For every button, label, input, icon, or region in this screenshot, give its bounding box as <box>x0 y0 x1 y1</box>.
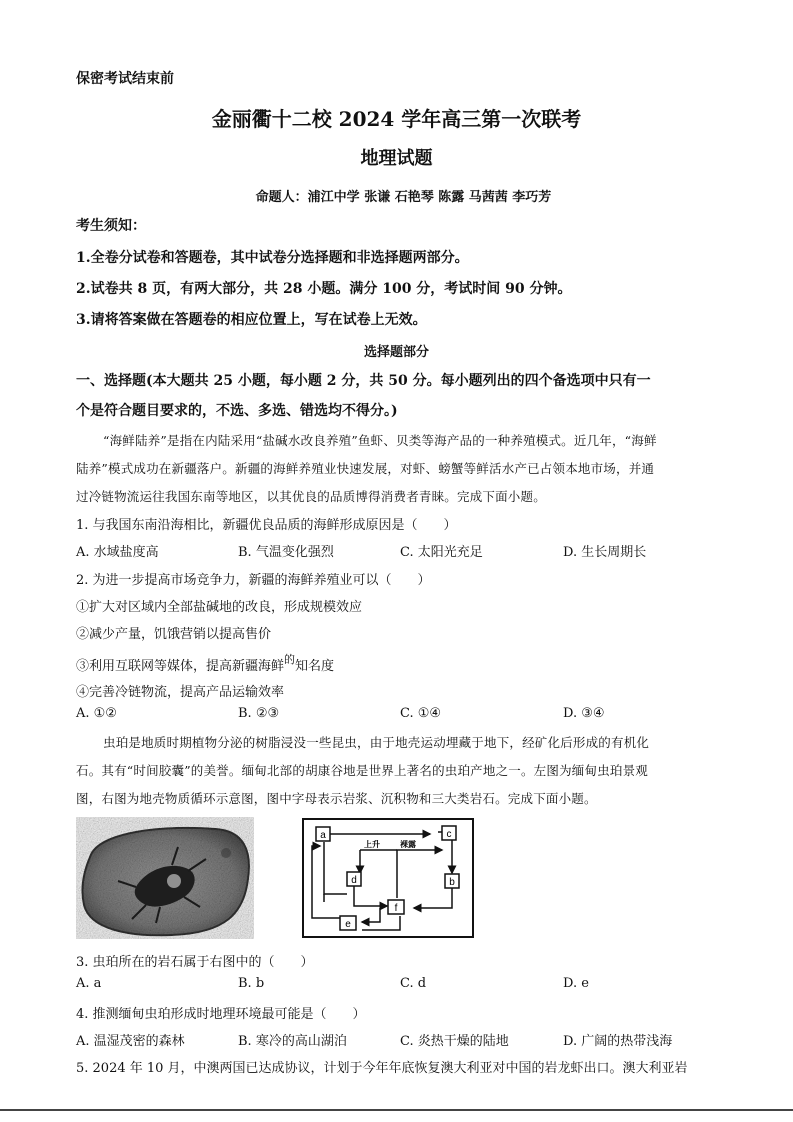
option-c: C. 太阳光充足 <box>400 545 483 560</box>
passage-line: 图，右图为地壳物质循环示意图，图中字母表示岩浆、沉积物和三大类岩石。完成下面小题。 <box>76 791 597 806</box>
rock-cycle-diagram <box>302 818 474 938</box>
statement-item: ②减少产量，饥饿营销以提高售价 <box>76 627 272 642</box>
authors-line: 命题人：浦江中学 张谦 石艳琴 陈露 马茜茜 李巧芳 <box>255 190 552 205</box>
exam-title: 金丽衢十二校 2024 学年高三第一次联考 <box>211 107 582 131</box>
passage-line: “海鲜陆养”是指在内陆采用“盐碱水改良养殖”鱼虾、贝类等海产品的一种养殖模式。近几年，“海鲜 <box>103 433 657 448</box>
question-stem: 3. 虫珀所在的岩石属于右图中的（ ） <box>76 955 314 970</box>
option-a: A. ①② <box>76 706 117 721</box>
statement-tail: 知名度 <box>295 659 335 674</box>
node-label: f <box>394 903 398 914</box>
option-b: B. ②③ <box>238 706 280 721</box>
option-c: C. 炎热干燥的陆地 <box>400 1034 509 1049</box>
node-label: a <box>320 830 326 841</box>
option-d: D. ③④ <box>563 706 605 721</box>
option-d: D. e <box>563 976 589 991</box>
passage-line: 虫珀是地质时期植物分泌的树脂浸没一些昆虫，由于地壳运动埋藏于地下，经矿化后形成的有机化 <box>103 735 650 750</box>
statement-item: ①扩大对区域内全部盐碱地的改良，形成规模效应 <box>76 600 363 615</box>
option-a: A. a <box>76 976 102 991</box>
statement-text: ③利用互联网等媒体，提高新疆海鲜 <box>76 659 285 674</box>
statement-superscript: 的 <box>284 653 296 666</box>
option-a: A. 温湿茂密的森林 <box>76 1034 185 1049</box>
label-exposed: 裸露 <box>400 840 416 849</box>
section1-instructions: 一、选择题(本大题共 25 小题，每小题 2 分，共 50 分。每小题列出的四个备选项中只有一 <box>76 373 651 389</box>
option-b: B. 寒冷的高山湖泊 <box>238 1034 347 1049</box>
confidential-label: 保密考试结束前 <box>76 71 174 87</box>
option-b: B. b <box>238 976 265 991</box>
question-stem: 1. 与我国东南沿海相比，新疆优良品质的海鲜形成原因是（ ） <box>76 518 457 533</box>
option-d: D. 生长周期长 <box>563 545 647 560</box>
question-stem: 2. 为进一步提高市场竞争力，新疆的海鲜养殖业可以（ ） <box>76 573 431 588</box>
node-label: e <box>345 919 351 930</box>
node-label: c <box>446 829 452 840</box>
statement-item <box>76 655 334 674</box>
option-c: C. ①④ <box>400 706 442 721</box>
passage-line: 过冷链物流运往我国东南等地区，以其优良的品质博得消费者青睐。完成下面小题。 <box>76 489 546 504</box>
option-d: D. 广阔的热带浅海 <box>563 1034 673 1049</box>
notice-item: 3.请将答案做在答题卷的相应位置上，写在试卷上无效。 <box>76 312 427 328</box>
option-a: A. 水域盐度高 <box>76 545 159 560</box>
question-stem: 5. 2024 年 10 月，中澳两国已达成协议，计划于今年年底恢复澳大利亚对中国的岩龙虾出口。澳大利亚岩 <box>76 1061 688 1076</box>
notice-heading: 考生须知： <box>76 218 146 234</box>
label-uplift: 上升 <box>364 840 380 849</box>
section-title: 选择题部分 <box>363 345 429 360</box>
question-stem: 4. 推测缅甸虫珀形成时地理环境最可能是（ ） <box>76 1007 366 1022</box>
passage-line: 陆养”模式成功在新疆落户。新疆的海鲜养殖业快速发展，对虾、螃蟹等鲜活水产已占领本地市场，并通 <box>76 461 655 476</box>
option-b: B. 气温变化强烈 <box>238 545 334 560</box>
page-bottom-rule <box>0 1109 793 1111</box>
subject-title: 地理试题 <box>360 148 433 169</box>
notice-item: 2.试卷共 8 页，有两大部分，共 28 小题。满分 100 分，考试时间 90 分钟。 <box>76 281 572 297</box>
notice-item: 1.全卷分试卷和答题卷，其中试卷分选择题和非选择题两部分。 <box>76 250 469 266</box>
amber-photo <box>76 817 254 939</box>
passage-line: 石。其有“时间胶囊”的美誉。缅甸北部的胡康谷地是世界上著名的虫珀产地之一。左图为缅甸虫珀景观 <box>76 763 648 778</box>
node-label: b <box>449 877 455 888</box>
statement-item: ④完善冷链物流，提高产品运输效率 <box>76 685 285 700</box>
section1-instructions: 个是符合题目要求的，不选、多选、错选均不得分。) <box>76 403 398 419</box>
node-label: d <box>351 875 357 886</box>
option-c: C. d <box>400 976 427 991</box>
